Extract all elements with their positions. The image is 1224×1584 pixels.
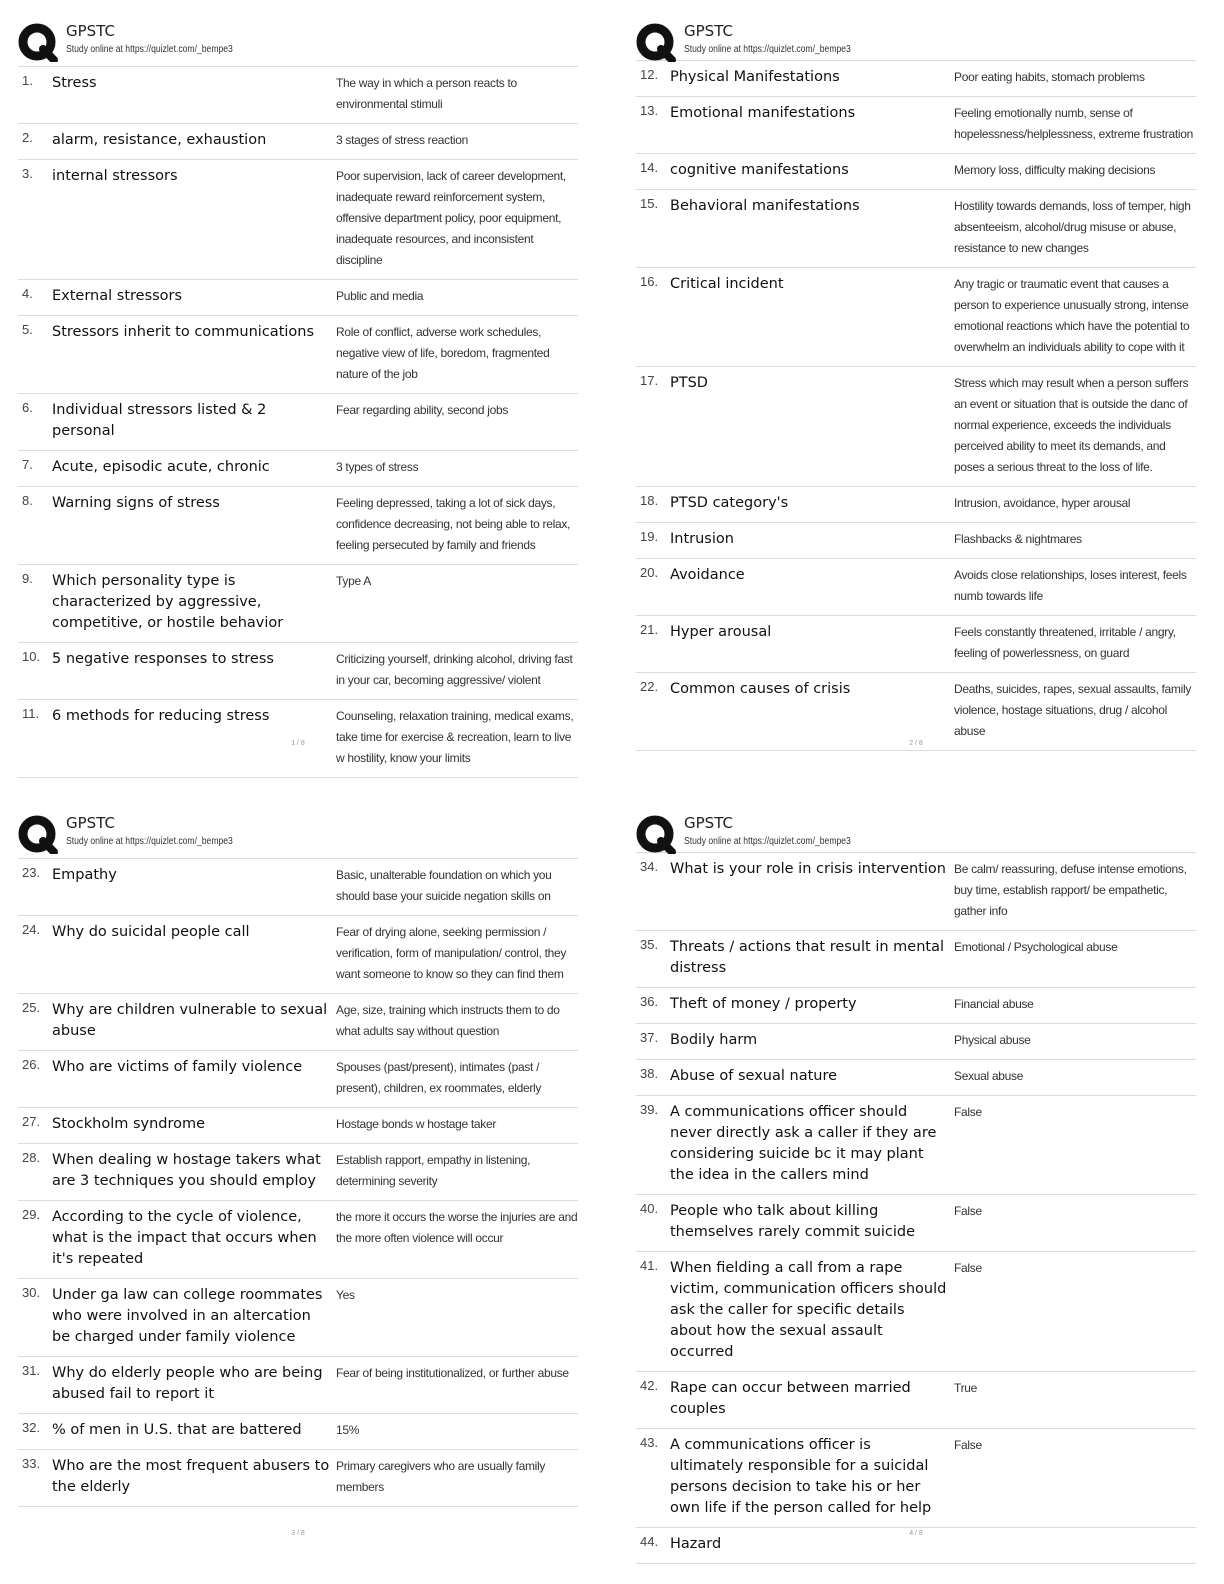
- flashcard-row: [18, 1414, 578, 1450]
- card-number: 8.: [22, 493, 33, 508]
- card-definition: Primary caregivers who are usually family members: [336, 1459, 546, 1494]
- flashcard-row: [636, 190, 1196, 268]
- flashcard-row: [18, 316, 578, 394]
- flashcard-row: [636, 523, 1196, 559]
- card-number: 16.: [640, 274, 659, 289]
- card-term: People who talk about killing themselves rarely commit suicide: [670, 1203, 916, 1240]
- flashcard-row: [18, 1279, 578, 1357]
- card-definition: Counseling, relaxation training, medical exams, take time for exercise & recreation, learn to live w hostility, know your limits: [336, 709, 574, 765]
- card-term: According to the cycle of violence, what is the impact that occurs when it's repeated: [52, 1209, 317, 1267]
- flashcard-row: [636, 673, 1196, 751]
- card-definition: False: [954, 1204, 982, 1218]
- flashcard-row: [636, 154, 1196, 190]
- flashcard-row: [18, 1201, 578, 1279]
- card-definition: Stress which may result when a person suffers an event or situation that is outside the danc of normal experience, exceeds the individuals perceived ability to meet its demands, and poses a serious threat to the loss of life.: [954, 376, 1189, 474]
- study-link[interactable]: Study online at https://quizlet.com/_bempe3: [684, 836, 851, 847]
- flashcard-row: [636, 1195, 1196, 1252]
- card-definition: Flashbacks & nightmares: [954, 532, 1082, 546]
- card-number: 7.: [22, 457, 33, 472]
- flashcard-row: [18, 1051, 578, 1108]
- card-definition: Hostage bonds w hostage taker: [336, 1117, 497, 1131]
- card-definition: Criticizing yourself, drinking alcohol, driving fast in your car, becoming aggressive/ violent: [336, 652, 573, 687]
- card-number: 3.: [22, 166, 33, 181]
- page-2: [636, 22, 1196, 782]
- card-definition: Role of conflict, adverse work schedules, negative view of life, boredom, fragmented nature of the job: [336, 325, 550, 381]
- card-term: Stressors inherit to communications: [52, 324, 315, 340]
- card-term: 5 negative responses to stress: [52, 651, 274, 667]
- flashcard-row: [636, 988, 1196, 1024]
- flashcard-row: [18, 1108, 578, 1144]
- card-number: 33.: [22, 1456, 41, 1471]
- card-definition: Establish rapport, empathy in listening, determining severity: [336, 1153, 531, 1188]
- flashcard-row: [18, 1357, 578, 1414]
- card-term: Bodily harm: [670, 1032, 758, 1048]
- card-number: 28.: [22, 1150, 41, 1165]
- page-3: [18, 814, 578, 1574]
- card-definition: Intrusion, avoidance, hyper arousal: [954, 496, 1131, 510]
- card-number: 6.: [22, 400, 33, 415]
- card-number: 43.: [640, 1435, 659, 1450]
- flashcard-row: [18, 994, 578, 1051]
- page-number: 3 / 8: [291, 1530, 305, 1537]
- card-number: 39.: [640, 1102, 659, 1117]
- card-number: 22.: [640, 679, 659, 694]
- flashcard-row: [636, 931, 1196, 988]
- quizlet-logo-icon: [18, 22, 58, 62]
- card-definition: Fear of being institutionalized, or further abuse: [336, 1366, 569, 1380]
- brand-title: GPSTC: [684, 22, 733, 40]
- page-number: 2 / 8: [909, 740, 923, 747]
- brand-title: GPSTC: [66, 22, 115, 40]
- study-link[interactable]: Study online at https://quizlet.com/_bempe3: [66, 836, 233, 847]
- card-definition: Fear of drying alone, seeking permission / verification, form of manipulation/ control, they want someone to know so they can find them: [336, 925, 567, 981]
- card-term: Why do suicidal people call: [52, 924, 250, 940]
- flashcard-row: [636, 367, 1196, 487]
- card-term: PTSD category's: [670, 495, 789, 511]
- flashcard-row: [636, 853, 1196, 931]
- card-number: 31.: [22, 1363, 41, 1378]
- page-header: [636, 22, 1196, 66]
- card-term: Theft of money / property: [670, 996, 857, 1012]
- quizlet-logo-icon: [636, 814, 676, 854]
- flashcard-row: [636, 1372, 1196, 1429]
- card-definition: the more it occurs the worse the injuries are and the more often violence will occur: [336, 1210, 578, 1245]
- page-number: 1 / 8: [291, 740, 305, 747]
- card-definition: Feels constantly threatened, irritable / angry, feeling of powerlessness, on guard: [954, 625, 1176, 660]
- card-term: PTSD: [670, 375, 708, 391]
- quizlet-logo-icon: [18, 814, 58, 854]
- card-definition: Be calm/ reassuring, defuse intense emotions, buy time, establish rapport/ be empathetic, gather info: [954, 862, 1187, 918]
- card-definition: Feeling depressed, taking a lot of sick days, confidence decreasing, not being able to relax, feeling persecuted by family and friends: [336, 496, 571, 552]
- card-term: internal stressors: [52, 168, 178, 184]
- card-number: 29.: [22, 1207, 41, 1222]
- card-term: External stressors: [52, 288, 183, 304]
- card-definition: Yes: [336, 1288, 355, 1302]
- card-definition: False: [954, 1438, 982, 1452]
- card-number: 30.: [22, 1285, 41, 1300]
- flashcard-row: [636, 559, 1196, 616]
- card-term: cognitive manifestations: [670, 162, 849, 178]
- card-number: 44.: [640, 1534, 659, 1549]
- card-definition: Financial abuse: [954, 997, 1034, 1011]
- card-definition: False: [954, 1261, 982, 1275]
- card-term: Which personality type is characterized by aggressive, competitive, or hostile behavior: [52, 573, 284, 631]
- card-definition: Sexual abuse: [954, 1069, 1024, 1083]
- flashcard-table: [636, 852, 1196, 1564]
- card-term: What is your role in crisis intervention: [670, 861, 946, 877]
- card-term: Hazard: [670, 1536, 722, 1552]
- study-link[interactable]: Study online at https://quizlet.com/_bempe3: [684, 44, 851, 55]
- flashcard-row: [18, 859, 578, 916]
- card-definition: 3 types of stress: [336, 460, 419, 474]
- card-term: Avoidance: [670, 567, 745, 583]
- card-definition: Any tragic or traumatic event that causes a person to experience unusually strong, intense emotional reactions which have the potential to overwhelm an individuals ability to cope with it: [954, 277, 1190, 354]
- card-number: 36.: [640, 994, 659, 1009]
- card-definition: 15%: [336, 1423, 360, 1437]
- card-number: 27.: [22, 1114, 41, 1129]
- flashcard-row: [18, 643, 578, 700]
- card-number: 14.: [640, 160, 659, 175]
- card-definition: Fear regarding ability, second jobs: [336, 403, 509, 417]
- card-number: 4.: [22, 286, 33, 301]
- card-number: 18.: [640, 493, 659, 508]
- card-number: 19.: [640, 529, 659, 544]
- flashcard-table: [636, 60, 1196, 751]
- card-number: 38.: [640, 1066, 659, 1081]
- flashcard-row: [18, 67, 578, 124]
- card-term: Behavioral manifestations: [670, 198, 860, 214]
- flashcard-row: [636, 97, 1196, 154]
- card-term: Stockholm syndrome: [52, 1116, 206, 1132]
- card-definition: True: [954, 1381, 978, 1395]
- card-number: 37.: [640, 1030, 659, 1045]
- card-number: 17.: [640, 373, 659, 388]
- card-number: 13.: [640, 103, 659, 118]
- flashcard-row: [18, 916, 578, 994]
- card-number: 23.: [22, 865, 41, 880]
- card-number: 10.: [22, 649, 41, 664]
- card-term: Why do elderly people who are being abused fail to report it: [52, 1365, 323, 1402]
- card-term: When dealing w hostage takers what are 3 techniques you should employ: [52, 1152, 321, 1189]
- flashcard-row: [18, 394, 578, 451]
- card-definition: Feeling emotionally numb, sense of hopelessness/helplessness, extreme frustration: [954, 106, 1193, 141]
- page-4: [636, 814, 1196, 1574]
- flashcard-row: [18, 124, 578, 160]
- card-term: A communications officer is ultimately responsible for a suicidal persons decision to take his or her own life if the person called for help: [670, 1437, 932, 1516]
- card-definition: Emotional / Psychological abuse: [954, 940, 1118, 954]
- flashcard-row: [636, 1024, 1196, 1060]
- card-term: Emotional manifestations: [670, 105, 856, 121]
- flashcard-table: [18, 66, 578, 778]
- card-number: 40.: [640, 1201, 659, 1216]
- card-term: % of men in U.S. that are battered: [52, 1422, 302, 1438]
- card-definition: Deaths, suicides, rapes, sexual assaults, family violence, hostage situations, drug / alcohol abuse: [954, 682, 1192, 738]
- page-header: [18, 814, 578, 858]
- flashcard-row: [18, 1144, 578, 1201]
- page-number: 4 / 8: [909, 1530, 923, 1537]
- card-term: Critical incident: [670, 276, 784, 292]
- page-header: [18, 22, 578, 66]
- card-term: 6 methods for reducing stress: [52, 708, 270, 724]
- card-definition: Basic, unalterable foundation on which you should base your suicide negation skills on: [336, 868, 552, 903]
- card-number: 12.: [640, 67, 659, 82]
- card-term: Acute, episodic acute, chronic: [52, 459, 270, 475]
- card-term: Common causes of crisis: [670, 681, 851, 697]
- card-term: When fielding a call from a rape victim, communication officers should ask the caller for specific details about how the sexual assault occurred: [670, 1260, 947, 1360]
- brand-title: GPSTC: [66, 814, 115, 832]
- card-term: Abuse of sexual nature: [670, 1068, 838, 1084]
- card-number: 1.: [22, 73, 33, 88]
- card-number: 2.: [22, 130, 33, 145]
- card-number: 32.: [22, 1420, 41, 1435]
- flashcard-row: [18, 160, 578, 280]
- card-number: 20.: [640, 565, 659, 580]
- flashcard-table: [18, 858, 578, 1507]
- card-number: 26.: [22, 1057, 41, 1072]
- flashcard-row: [636, 487, 1196, 523]
- card-term: alarm, resistance, exhaustion: [52, 132, 267, 148]
- page-header: [636, 814, 1196, 858]
- flashcard-row: [18, 700, 578, 778]
- card-number: 35.: [640, 937, 659, 952]
- page-1: [18, 22, 578, 782]
- card-definition: Avoids close relationships, loses interest, feels numb towards life: [954, 568, 1187, 603]
- card-definition: Hostility towards demands, loss of temper, high absenteeism, alcohol/drug misuse or abuse, resistance to new changes: [954, 199, 1191, 255]
- card-definition: Memory loss, difficulty making decisions: [954, 163, 1156, 177]
- card-term: Stress: [52, 75, 97, 91]
- flashcard-row: [18, 1450, 578, 1507]
- card-definition: Physical abuse: [954, 1033, 1031, 1047]
- card-number: 34.: [640, 859, 659, 874]
- card-definition: Spouses (past/present), intimates (past / present), children, ex roommates, elderly: [336, 1060, 542, 1095]
- card-term: Threats / actions that result in mental distress: [670, 939, 944, 976]
- card-term: Under ga law can college roommates who were involved in an altercation be charged under family violence: [52, 1287, 323, 1345]
- card-number: 21.: [640, 622, 659, 637]
- card-number: 11.: [22, 706, 40, 721]
- flashcard-row: [636, 616, 1196, 673]
- card-term: Intrusion: [670, 531, 734, 547]
- card-definition: 3 stages of stress reaction: [336, 133, 468, 147]
- card-term: Who are the most frequent abusers to the elderly: [52, 1458, 330, 1495]
- card-number: 15.: [640, 196, 659, 211]
- flashcard-row: [18, 565, 578, 643]
- flashcard-row: [636, 1429, 1196, 1528]
- flashcard-row: [18, 487, 578, 565]
- card-term: A communications officer should never directly ask a caller if they are considering suicide bc it may plant the idea in the callers mind: [670, 1104, 937, 1183]
- card-term: Who are victims of family violence: [52, 1059, 303, 1075]
- flashcard-row: [636, 1096, 1196, 1195]
- flashcard-row: [636, 268, 1196, 367]
- study-link[interactable]: Study online at https://quizlet.com/_bempe3: [66, 44, 233, 55]
- card-definition: Type A: [336, 574, 371, 588]
- card-term: Individual stressors listed & 2 personal: [52, 402, 267, 439]
- card-definition: The way in which a person reacts to environmental stimuli: [336, 76, 517, 111]
- brand-title: GPSTC: [684, 814, 733, 832]
- card-definition: Poor supervision, lack of career development, inadequate reward reinforcement system, offensive department policy, poor equipment, inadequate resources, and inconsistent discipline: [336, 169, 566, 267]
- card-number: 41.: [640, 1258, 659, 1273]
- card-number: 42.: [640, 1378, 659, 1393]
- card-term: Why are children vulnerable to sexual abuse: [52, 1002, 328, 1039]
- flashcard-row: [636, 1252, 1196, 1372]
- card-term: Warning signs of stress: [52, 495, 220, 511]
- card-definition: Poor eating habits, stomach problems: [954, 70, 1145, 84]
- card-number: 5.: [22, 322, 33, 337]
- card-definition: Public and media: [336, 289, 424, 303]
- flashcard-row: [636, 1060, 1196, 1096]
- flashcard-row: [18, 280, 578, 316]
- card-number: 9.: [22, 571, 33, 586]
- card-number: 25.: [22, 1000, 41, 1015]
- card-term: Empathy: [52, 867, 117, 883]
- card-definition: Age, size, training which instructs them to do what adults say without question: [336, 1003, 560, 1038]
- card-term: Hyper arousal: [670, 624, 772, 640]
- card-term: Physical Manifestations: [670, 69, 840, 85]
- card-definition: False: [954, 1105, 982, 1119]
- quizlet-logo-icon: [636, 22, 676, 62]
- flashcard-row: [18, 451, 578, 487]
- card-number: 24.: [22, 922, 41, 937]
- card-term: Rape can occur between married couples: [670, 1380, 911, 1417]
